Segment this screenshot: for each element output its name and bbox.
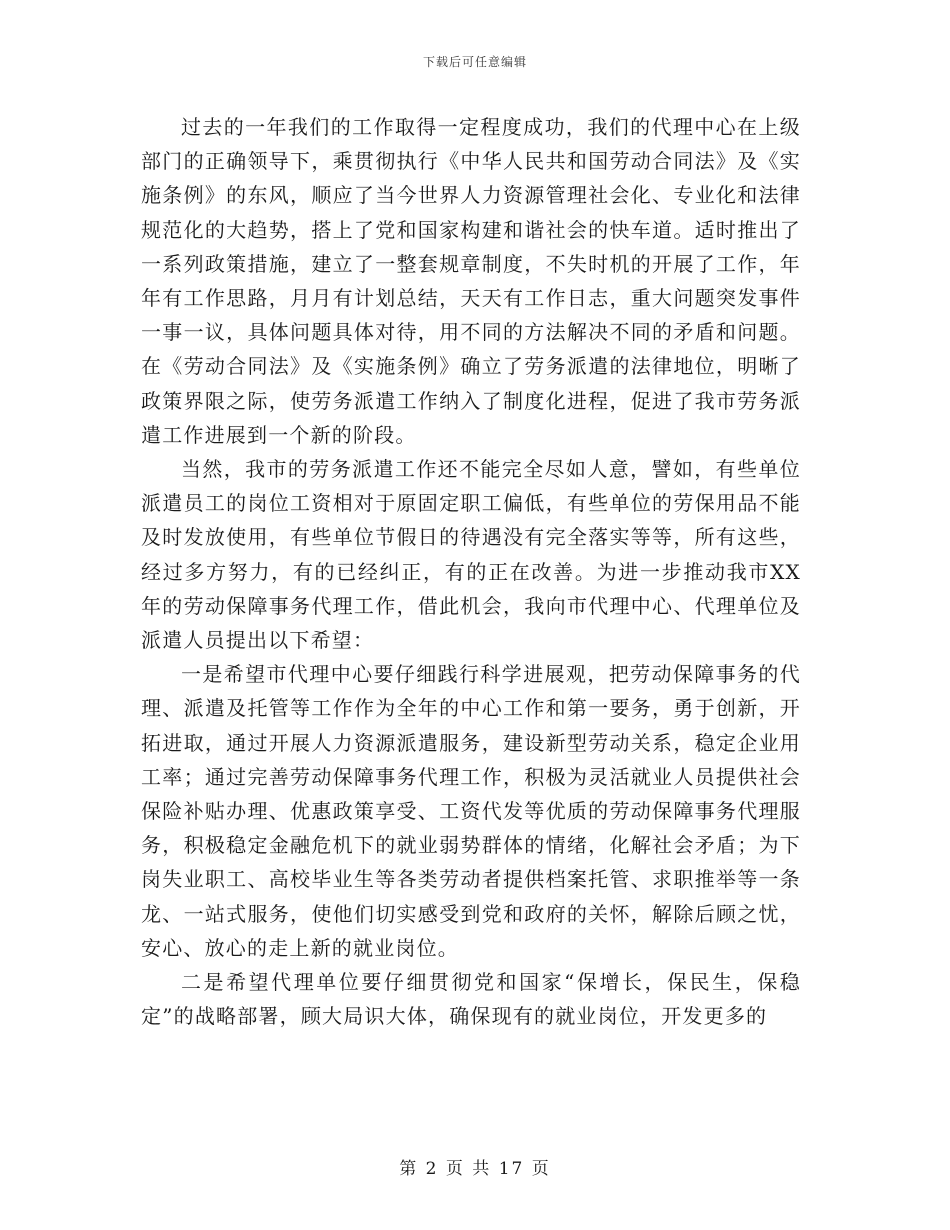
paragraph-3: 一是希望市代理中心要仔细践行科学进展观，把劳动保障事务的代理、派遣及托管等工作作为全年的中心工作和第一要务，勇于创新，开拓进取，通过开展人力资源派遣服务，建设新型劳动关系，稳定企业用工率；通过完善劳动保障事务代理工作，积极为灵活就业人员提供社会保险补贴办理、优惠政策享受、工资代发等优质的劳动保障事务代理服务，积极稳定金融危机下的就业弱势群体的情绪，化解社会矛盾；为下岗失业职工、高校毕业生等各类劳动者提供档案托管、求职推举等一条龙、一站式服务，使他们切实感受到党和政府的关怀，解除后顾之忧，安心、放心的走上新的就业岗位。 [141,662,801,960]
paragraph-1: 过去的一年我们的工作取得一定程度成功，我们的代理中心在上级部门的正确领导下，乘贯彻执行《中华人民共和国劳动合同法》及《实施条例》的东风，顺应了当今世界人力资源管理社会化、专业化和法律规范化的大趋势，搭上了党和国家构建和谐社会的快车道。适时推出了一系列政策措施，建立了一整套规章制度，不失时机的开展了工作，年年有工作思路，月月有计划总结，天天有工作日志，重大问题突发事件一事一议，具体问题具体对待，用不同的方法解决不同的矛盾和问题。在《劳动合同法》及《实施条例》确立了劳务派遣的法律地位，明晰了政策界限之际，使劳务派遣工作纳入了制度化进程，促进了我市劳务派遣工作进展到一个新的阶段。 [141,115,801,447]
page-number-footer: 第 2 页 共 17 页 [399,1159,551,1179]
page-header: 下载后可任意编辑 [422,55,527,69]
paragraph-4: 二是希望代理单位要仔细贯彻党和国家“保增长，保民生，保稳定”的战略部署，顾大局识大体，确保现有的就业岗位，开发更多的 [141,970,801,1029]
document-body [141,110,801,1033]
paragraph-2: 当然，我市的劳务派遣工作还不能完全尽如人意，譬如，有些单位派遣员工的岗位工资相对于原固定职工偏低，有些单位的劳保用品不能及时发放使用，有些单位节假日的待遇没有完全落实等等，所有这些，经过多方努力，有的已经纠正，有的正在改善。为进一步推动我市XX年的劳动保障事务代理工作，借此机会，我向市代理中心、代理单位及派遣人员提出以下希望： [141,457,801,653]
